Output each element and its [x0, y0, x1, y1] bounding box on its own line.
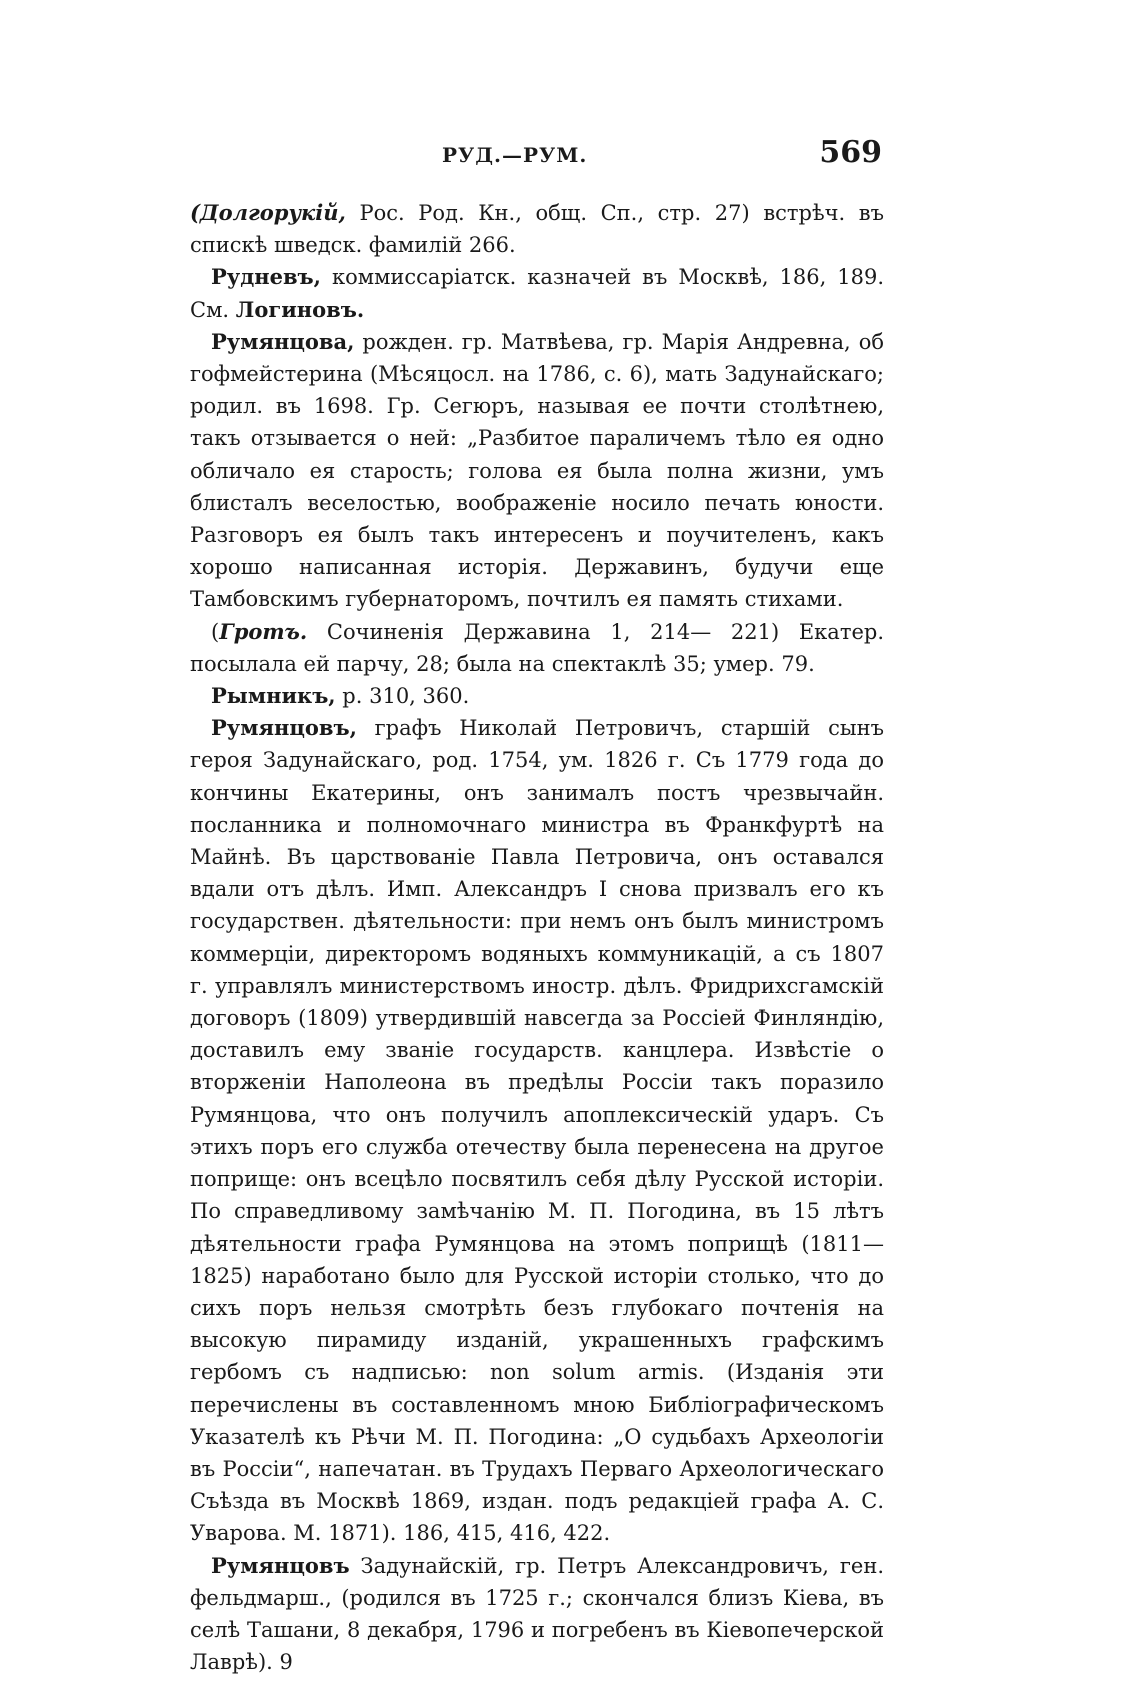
entry-rudnev: [190, 261, 884, 325]
headword: Румянцовъ,: [211, 715, 357, 741]
entry-text: Сочиненія Державина 1, 214— 221) Екатер. посылала ей парчу, 28; была на спектаклѣ 35; умер. 79.: [190, 619, 884, 676]
italic-reference: Гротъ.: [219, 618, 308, 644]
dictionary-text: [190, 197, 884, 1678]
entry-text: рожден. гр. Матвѣева, гр. Марія Андревна, об гофмейстерина (Мѣсяцосл. на 1786, с. 6), мать Задунайскаго; родил. въ 1698. Гр. Сегюръ, называя ее почти столѣтнею, такъ отзывается о ней: „Разбитое параличемъ тѣло ея одно обличало ея старость; голова ея была полна жизни, умъ блисталъ веселостью, воображеніе носило печать юности. Разговоръ ея былъ такъ интересенъ и поучителенъ, какъ хорошо написанная исторія. Державинъ, будучи еще Тамбовскимъ губернаторомъ, почтилъ ея память стихами.: [190, 329, 884, 612]
entry-dolgorukiy: [190, 197, 884, 261]
entry-rumyantsova: [190, 326, 884, 616]
italic-reference: (Долгорукій,: [190, 200, 346, 225]
headword: Румянцова,: [211, 328, 355, 354]
page-number: 569: [819, 135, 882, 170]
entry-text: Рос. Род. Кн., общ. Сп., стр. 27) встрѣч. въ спискѣ шведск. фамилій 266.: [190, 201, 884, 258]
see-reference: Логиновъ.: [235, 296, 365, 322]
entry-rumyantsov-zadunaisky: [190, 1550, 884, 1679]
entry-text: Задунайскій, гр. Петръ Александровичъ, ген. фельдмарш., (родился въ 1725 г.; скончался близъ Кіева, въ селѣ Ташани, 8 декабря, 1796 и погребенъ въ Кіевопечерской Лаврѣ). 9: [190, 1553, 884, 1675]
entry-rymnik: [190, 680, 884, 712]
open-paren: (: [211, 619, 220, 644]
entry-grot-note: [190, 616, 884, 680]
entry-text: р. 310, 360.: [335, 684, 470, 709]
page-header: [192, 135, 882, 175]
running-head: РУД.—РУМ.: [442, 143, 588, 167]
entry-text: графъ Николай Петровичъ, старшій сынъ героя Задунайскаго, род. 1754, ум. 1826 г. Съ 1779 года до кончины Екатерины, онъ занималъ постъ чрезвычайн. посланника и полномочнаго министра въ Франкфуртѣ на Майнѣ. Въ царствованіе Павла Петровича, онъ оставался вдали отъ дѣлъ. Имп. Александръ I снова призвалъ его къ государствен. дѣятельности: при немъ онъ былъ министромъ коммерціи, директоромъ водяныхъ коммуникацій, а съ 1807 г. управлялъ министерствомъ иностр. дѣлъ. Фридрихсгамскій договоръ (1809) утвердившій навсегда за Россіей Финляндію, доставилъ ему званіе государств. канцлера. Извѣстіе о вторженіи Наполеона въ предѣлы Россіи такъ поразило Румянцова, что онъ получилъ апоплексическій ударъ. Съ этихъ поръ его служба отечеству была перенесена на другое поприще: онъ всецѣло посвятилъ себя дѣлу Русской исторіи. По справедливому замѣчанію М. П. Погодина, въ 15 лѣтъ дѣятельности графа Румянцова на этомъ поприщѣ (1811—1825) наработано было для Русской исторіи столько, что до сихъ поръ нельзя смотрѣть безъ глубокаго почтенія на высокую пирамиду изданій, украшенныхъ графскимъ гербомъ съ надписью: non solum armis. (Изданія эти перечислены въ составленномъ мною Библіографическомъ Указателѣ къ Рѣчи М. П. Погодина: „О судьбахъ Археологіи въ Россіи“, напечатан. въ Трудахъ Перваго Археологическаго Съѣзда въ Москвѣ 1869, издан. подъ редакціей графа А. С. Уварова. М. 1871). 186, 415, 416, 422.: [190, 716, 884, 1546]
headword: Рымникъ,: [211, 683, 336, 709]
headword: Рудневъ,: [211, 264, 321, 290]
entry-rumyantsov-nikolay: [190, 712, 884, 1549]
headword: Румянцовъ: [211, 1552, 350, 1578]
entry-text: коммиссаріатск. казначей въ Москвѣ, 186, 189. См.: [190, 265, 884, 322]
